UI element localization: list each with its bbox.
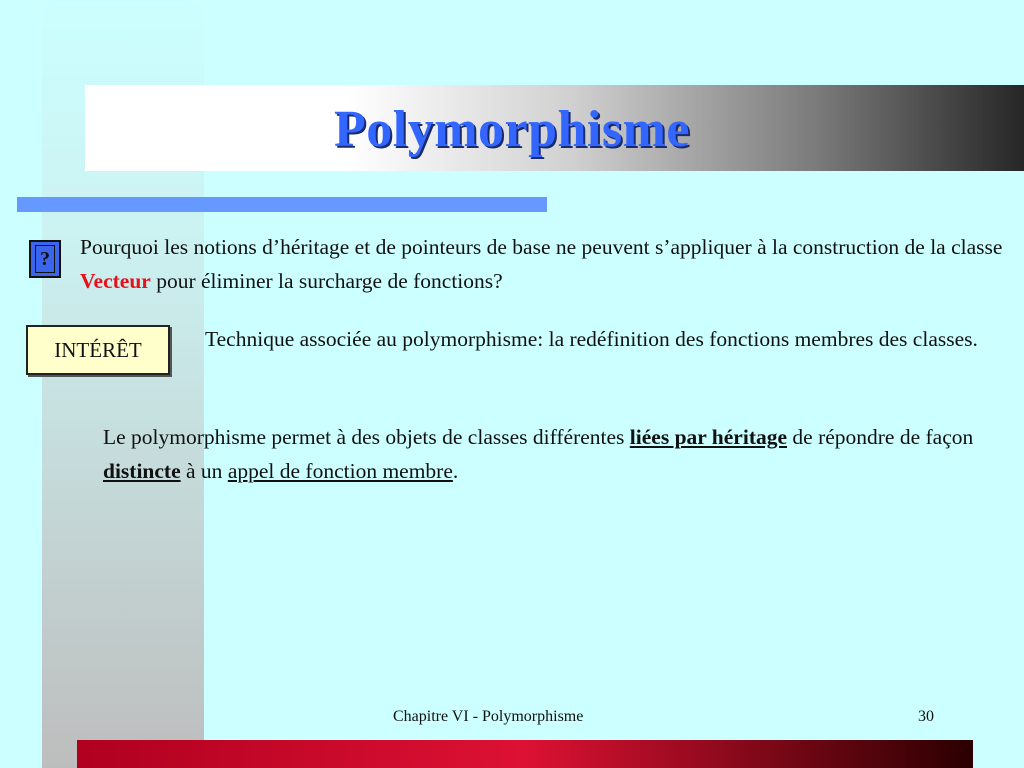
interet-label: INTÉRÊT — [54, 337, 142, 362]
definition-part4: . — [452, 459, 459, 483]
technique-text: Technique associée au polymorphisme: la redéfinition des fonctions membres des classes. — [205, 327, 978, 351]
definition-emph-heritage: liées par héritage — [629, 425, 788, 449]
question-text — [80, 230, 1020, 298]
bottom-gradient-bar — [77, 740, 973, 768]
definition-part2: de répondre de façon — [787, 425, 974, 449]
definition-part3: à un — [180, 459, 228, 483]
footer-text: Chapitre VI - Polymorphisme — [393, 708, 584, 725]
question-part2: pour éliminer la surcharge de fonctions? — [150, 269, 503, 293]
definition-text — [103, 420, 1018, 488]
slide-title: Polymorphisme — [333, 101, 691, 158]
definition-emph-appel: appel de fonction membre — [227, 459, 453, 483]
question-part1: Pourquoi les notions d’héritage et de pointeurs de base ne peuvent s’appliquer à la construction de la classe — [80, 235, 1003, 259]
question-highlight: Vecteur — [80, 269, 151, 293]
definition-part1: Le polymorphisme permet à des objets de classes différentes — [103, 425, 630, 449]
question-mark-icon: ? — [29, 240, 61, 278]
page-number: 30 — [918, 708, 934, 725]
definition-emph-distincte: distincte — [103, 459, 181, 483]
interet-label-box — [26, 325, 170, 375]
accent-bar — [17, 197, 547, 212]
